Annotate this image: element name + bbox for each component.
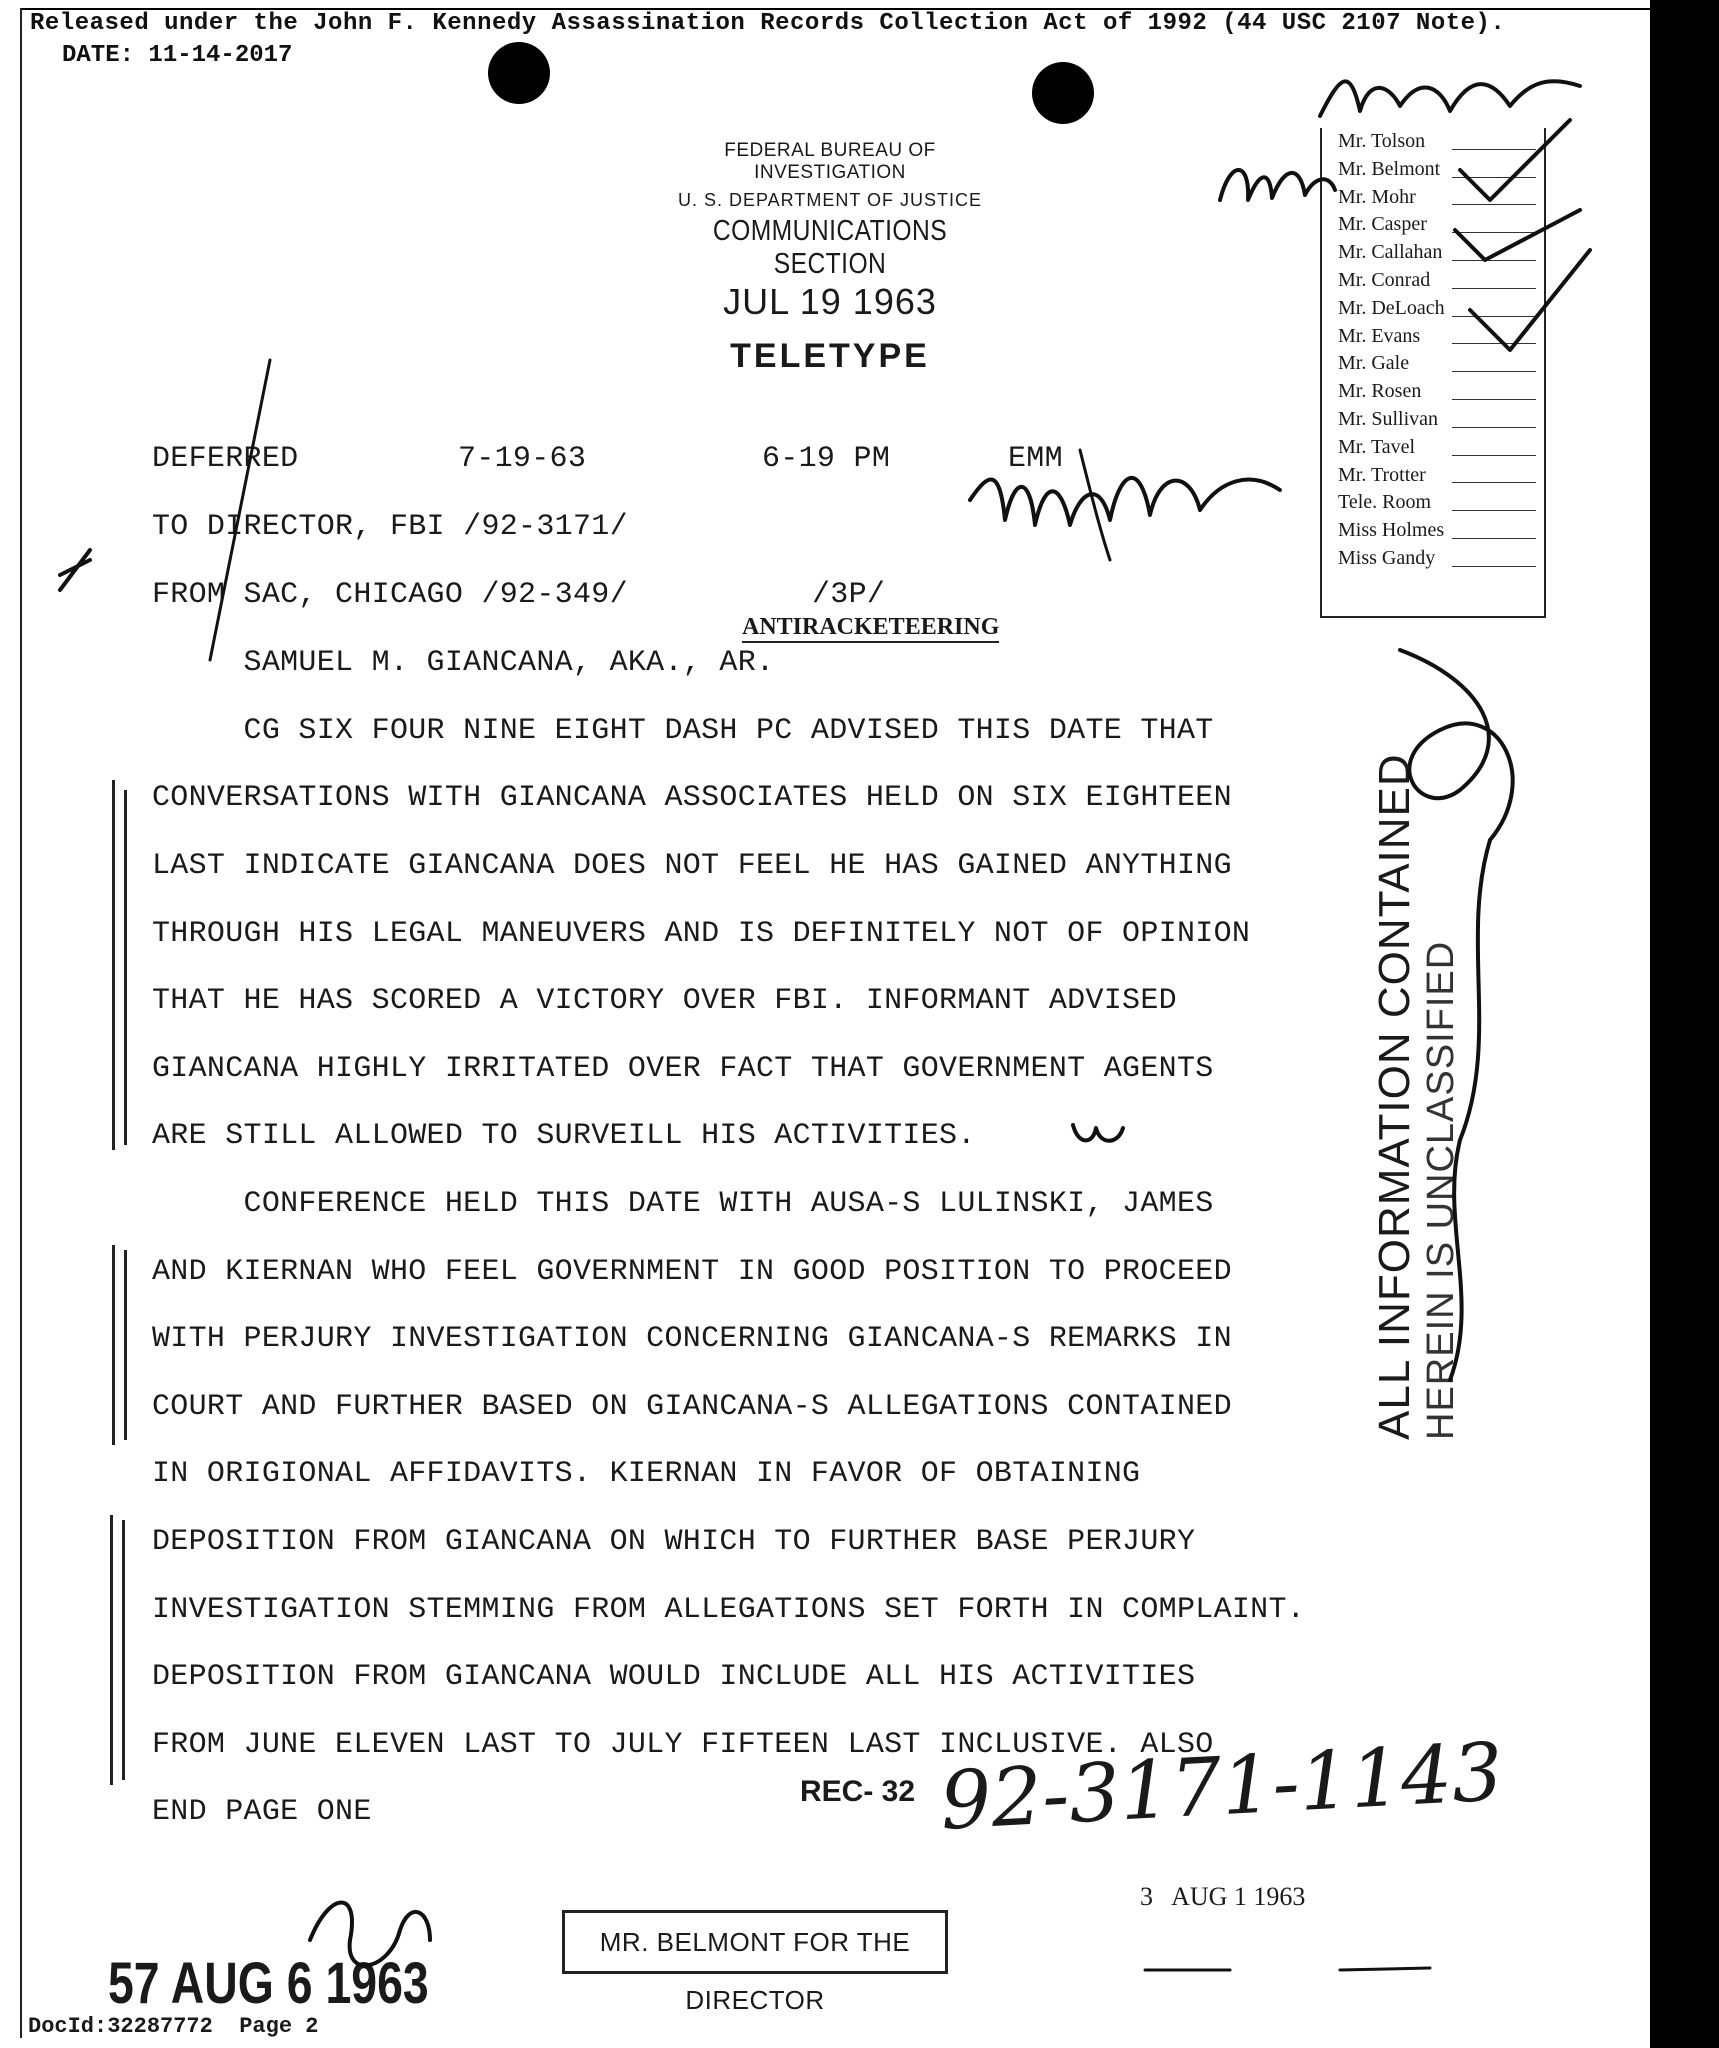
routing-item: Mr. Evans — [1322, 323, 1544, 351]
date-stamp-aug-6: 57 AUG 6 1963 — [108, 1951, 429, 2016]
left-border — [20, 8, 22, 2038]
body-line: DEPOSITION FROM GIANCANA ON WHICH TO FURTHER BASE PERJURY — [152, 1525, 1196, 1559]
routing-item: Tele. Room — [1322, 489, 1544, 517]
body-line: LAST INDICATE GIANCANA DOES NOT FEEL HE HAS GAINED ANYTHING — [152, 849, 1232, 883]
agency-name: FEDERAL BUREAU OF INVESTIGATION — [724, 140, 936, 183]
body-line: AND KIERNAN WHO FEEL GOVERNMENT IN GOOD POSITION TO PROCEED — [152, 1255, 1232, 1289]
rec-stamp: REC- 32 — [800, 1775, 916, 1808]
section-name: COMMUNICATIONS SECTION — [712, 215, 948, 280]
punch-hole-left — [488, 42, 550, 104]
body-line: SAMUEL M. GIANCANA, AKA., AR. — [152, 646, 775, 680]
routing-item: Mr. DeLoach — [1322, 295, 1544, 323]
body-line: DEPOSITION FROM GIANCANA WOULD INCLUDE ALL HIS ACTIVITIES — [152, 1660, 1196, 1694]
routing-item: Mr. Trotter — [1322, 462, 1544, 490]
margin-bar — [124, 790, 127, 1145]
subject-tag: ANTIRACKETEERING — [742, 614, 999, 643]
routing-item: Mr. Tolson — [1322, 128, 1544, 156]
body-line: IN ORIGIONAL AFFIDAVITS. KIERNAN IN FAVOR OF OBTAINING — [152, 1457, 1141, 1491]
release-header: Released under the John F. Kennedy Assassination Records Collection Act of 1992 (44 USC 2107 Note). — [30, 10, 1506, 37]
routing-item: Mr. Mohr — [1322, 184, 1544, 212]
routing-item: Mr. Conrad — [1322, 267, 1544, 295]
body-line: WITH PERJURY INVESTIGATION CONCERNING GIANCANA-S REMARKS IN — [152, 1322, 1232, 1356]
routing-item: Mr. Rosen — [1322, 378, 1544, 406]
routing-item: Mr. Gale — [1322, 350, 1544, 378]
received-date: JUL 19 1963 — [723, 281, 937, 322]
from-line: FROM SAC, CHICAGO /92-349/ — [152, 578, 628, 612]
routing-item: Miss Holmes — [1322, 517, 1544, 545]
margin-bar — [110, 1515, 113, 1785]
routing-item: Mr. Belmont — [1322, 156, 1544, 184]
body-line: FROM JUNE ELEVEN LAST TO JULY FIFTEEN LAST INCLUSIVE. ALSO — [152, 1728, 1214, 1762]
message-time: 6-19 PM — [762, 442, 891, 476]
body-line: GIANCANA HIGHLY IRRITATED OVER FACT THAT GOVERNMENT AGENTS — [152, 1052, 1214, 1086]
body-line: INVESTIGATION STEMMING FROM ALLEGATIONS SET FORTH IN COMPLAINT. — [152, 1593, 1306, 1627]
margin-bar — [124, 1250, 127, 1440]
teletype-label: TELETYPE — [730, 337, 930, 375]
routing-item: Mr. Callahan — [1322, 239, 1544, 267]
margin-bar — [112, 1245, 115, 1445]
routing-list — [1320, 128, 1546, 618]
docid-footer: DocId:32287772 Page 2 — [28, 2014, 319, 2039]
routing-item: Mr. Sullivan — [1322, 406, 1544, 434]
release-date: DATE: 11-14-2017 — [62, 42, 293, 69]
declassification-stamp: ALL INFORMATION CONTAINED — [1370, 753, 1419, 1440]
operator-initials: EMM — [1008, 442, 1063, 476]
routing-item: Mr. Tavel — [1322, 434, 1544, 462]
department-name: U. S. DEPARTMENT OF JUSTICE — [677, 190, 983, 210]
file-number: 92-3171-1143 — [937, 1725, 1506, 1848]
body-line: CONFERENCE HELD THIS DATE WITH AUSA-S LULINSKI, JAMES — [152, 1187, 1214, 1221]
body-line: THROUGH HIS LEGAL MANEUVERS AND IS DEFINITELY NOT OF OPINION — [152, 917, 1251, 951]
routing-item: Mr. Casper — [1322, 211, 1544, 239]
scan-edge — [1650, 0, 1719, 2048]
body-line: CONVERSATIONS WITH GIANCANA ASSOCIATES HELD ON SIX EIGHTEEN — [152, 781, 1232, 815]
handwritten-mark-left — [50, 540, 100, 600]
date-stamp-aug-1: 3 AUG 1 1963 — [1140, 1882, 1306, 1911]
handwritten-signature-top-right — [1310, 56, 1590, 136]
message-date: 7-19-63 — [458, 442, 587, 476]
declassification-stamp-line2: HEREIN IS UNCLASSIFIED — [1420, 940, 1462, 1440]
belmont-stamp: MR. BELMONT FOR THE DIRECTOR — [562, 1910, 948, 1974]
page-count: /3P/ — [812, 578, 886, 612]
body-line: THAT HE HAS SCORED A VICTORY OVER FBI. INFORMANT ADVISED — [152, 984, 1177, 1018]
body-line: CG SIX FOUR NINE EIGHT DASH PC ADVISED THIS DATE THAT — [152, 714, 1214, 748]
body-line: END PAGE ONE — [152, 1795, 372, 1829]
handwritten-u-mark — [1068, 1120, 1128, 1150]
margin-bar — [122, 1520, 125, 1780]
body-line: ARE STILL ALLOWED TO SURVEILL HIS ACTIVITIES. — [152, 1119, 976, 1153]
punch-hole-right — [1032, 62, 1094, 124]
body-line: COURT AND FURTHER BASED ON GIANCANA-S ALLEGATIONS CONTAINED — [152, 1390, 1232, 1424]
margin-bar — [112, 780, 115, 1150]
fbi-communications-stamp — [650, 140, 1010, 376]
underline-marks — [1140, 1960, 1440, 1980]
to-line: TO DIRECTOR, FBI /92-3171/ — [152, 510, 628, 544]
routing-item: Miss Gandy — [1322, 545, 1544, 573]
priority: DEFERRED — [152, 442, 299, 476]
